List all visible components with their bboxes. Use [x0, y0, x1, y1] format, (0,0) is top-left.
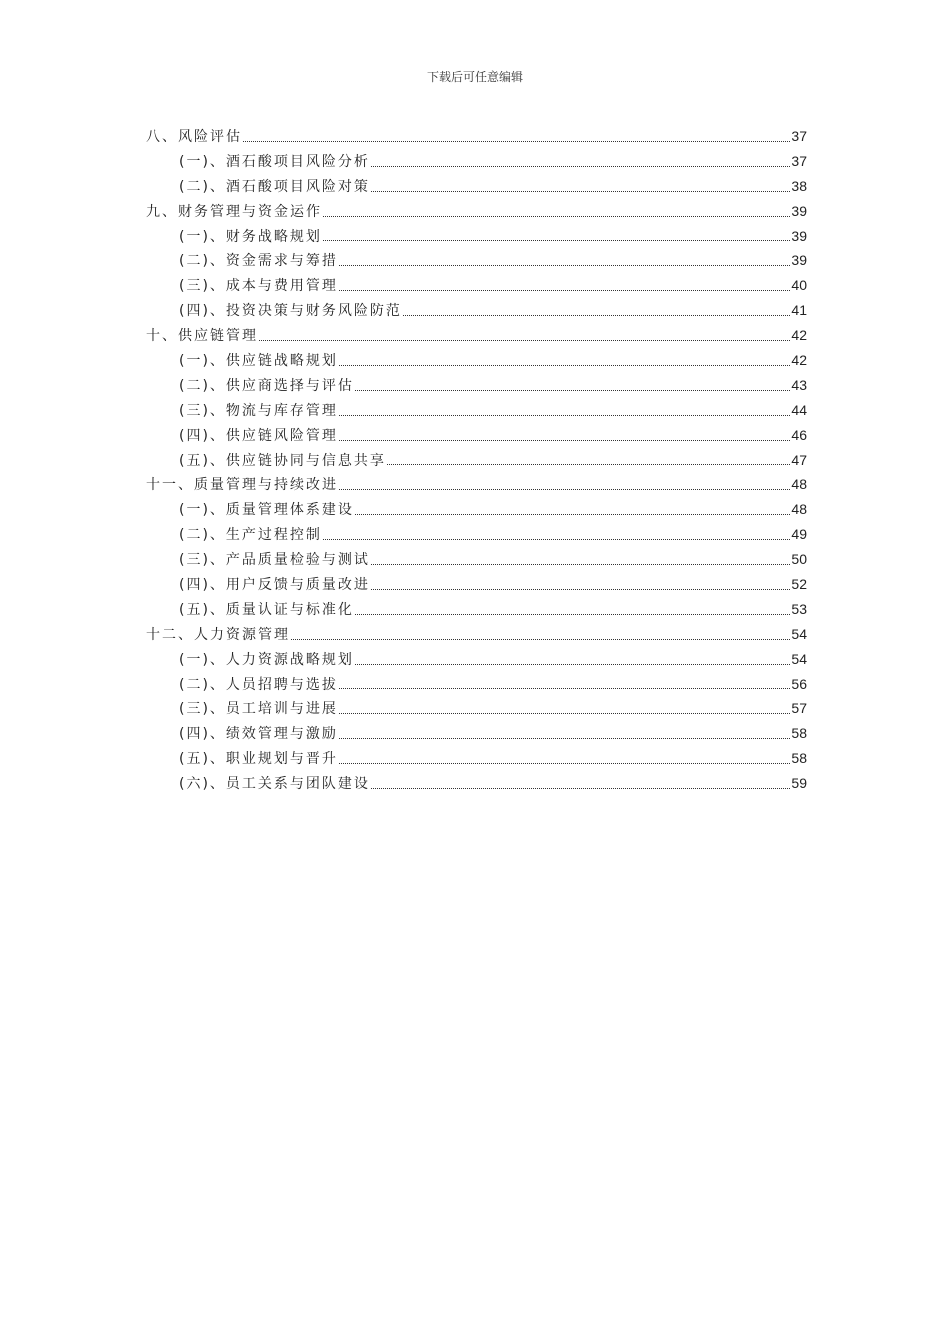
toc-dot-leader: [323, 240, 790, 241]
toc-subsection-entry[interactable]: [146, 574, 807, 599]
toc-entry-title: 十一、质量管理与持续改进: [146, 477, 338, 494]
toc-entry-title: (五)、质量认证与标准化: [179, 601, 354, 618]
toc-page-number: 54: [791, 650, 807, 667]
toc-section-entry[interactable]: [146, 624, 807, 649]
toc-entry-title: 十、供应链管理: [146, 328, 258, 345]
toc-entry-title: (一)、财务战略规划: [179, 228, 322, 245]
toc-dot-leader: [323, 539, 790, 540]
page-header: 下载后可任意编辑: [426, 70, 523, 84]
toc-page-number: 48: [791, 476, 807, 493]
toc-subsection-entry[interactable]: [146, 698, 807, 723]
toc-subsection-entry[interactable]: [146, 674, 807, 699]
toc-page-number: 53: [791, 600, 807, 617]
toc-page-number: 56: [791, 675, 807, 692]
toc-page-number: 42: [791, 352, 807, 369]
toc-page-number: 47: [791, 451, 807, 468]
toc-dot-leader: [339, 265, 790, 266]
toc-page-number: 52: [791, 576, 807, 593]
toc-entry-title: (三)、物流与库存管理: [179, 402, 338, 419]
toc-page-number: 39: [791, 252, 807, 269]
toc-dot-leader: [355, 514, 790, 515]
toc-dot-leader: [355, 664, 790, 665]
toc-dot-leader: [243, 141, 790, 142]
toc-page-number: 54: [791, 625, 807, 642]
toc-dot-leader: [371, 166, 790, 167]
toc-entry-title: 十二、人力资源管理: [146, 626, 290, 643]
toc-page-number: 59: [791, 775, 807, 792]
toc-subsection-entry[interactable]: [146, 176, 807, 201]
toc-subsection-entry[interactable]: [146, 226, 807, 251]
toc-dot-leader: [403, 315, 790, 316]
toc-dot-leader: [339, 290, 790, 291]
toc-entry-title: 八、风险评估: [146, 129, 242, 145]
toc-page-number: 58: [791, 750, 807, 767]
toc-entry-title: (二)、生产过程控制: [179, 527, 322, 544]
toc-page-number: 40: [791, 277, 807, 294]
toc-section-entry[interactable]: [146, 325, 807, 350]
toc-entry-title: (五)、职业规划与晋升: [179, 751, 338, 768]
toc-subsection-entry[interactable]: [146, 549, 807, 574]
toc-entry-title: (一)、酒石酸项目风险分析: [179, 153, 370, 170]
toc-entry-title: (六)、员工关系与团队建设: [179, 776, 370, 793]
toc-dot-leader: [339, 688, 790, 689]
toc-page-number: 58: [791, 725, 807, 742]
toc-page-number: 39: [791, 202, 807, 219]
toc-dot-leader: [339, 415, 790, 416]
toc-entry-title: (一)、供应链战略规划: [179, 353, 338, 370]
table-of-contents: [146, 126, 807, 798]
toc-page-number: 46: [791, 426, 807, 443]
toc-page-number: 39: [791, 227, 807, 244]
toc-entry-title: (四)、投资决策与财务风险防范: [179, 303, 402, 320]
toc-page-number: 41: [791, 302, 807, 319]
toc-entry-title: (一)、人力资源战略规划: [179, 651, 354, 668]
toc-entry-title: (一)、质量管理体系建设: [179, 502, 354, 519]
toc-subsection-entry[interactable]: [146, 425, 807, 450]
toc-dot-leader: [339, 738, 790, 739]
toc-entry-title: 九、财务管理与资金运作: [146, 203, 322, 220]
toc-entry-title: (二)、资金需求与筹措: [179, 253, 338, 270]
toc-page-number: 37: [791, 152, 807, 169]
toc-subsection-entry[interactable]: [146, 375, 807, 400]
toc-page-number: 44: [791, 401, 807, 418]
toc-dot-leader: [259, 340, 790, 341]
toc-subsection-entry[interactable]: [146, 450, 807, 475]
toc-subsection-entry[interactable]: [146, 499, 807, 524]
toc-page-number: 38: [791, 177, 807, 194]
toc-section-entry[interactable]: [146, 201, 807, 226]
toc-subsection-entry[interactable]: [146, 151, 807, 176]
toc-dot-leader: [355, 614, 790, 615]
toc-entry-title: (二)、酒石酸项目风险对策: [179, 178, 370, 195]
toc-subsection-entry[interactable]: [146, 400, 807, 425]
toc-section-entry[interactable]: [146, 126, 807, 151]
toc-dot-leader: [339, 489, 790, 490]
toc-entry-title: (四)、用户反馈与质量改进: [179, 577, 370, 594]
toc-dot-leader: [291, 639, 790, 640]
toc-dot-leader: [339, 763, 790, 764]
toc-subsection-entry[interactable]: [146, 599, 807, 624]
toc-page-number: 42: [791, 327, 807, 344]
toc-page-number: 37: [791, 128, 807, 144]
toc-entry-title: (四)、绩效管理与激励: [179, 726, 338, 743]
toc-subsection-entry[interactable]: [146, 748, 807, 773]
toc-dot-leader: [371, 564, 790, 565]
toc-entry-title: (三)、员工培训与进展: [179, 701, 338, 718]
toc-section-entry[interactable]: [146, 474, 807, 499]
toc-entry-title: (二)、供应商选择与评估: [179, 377, 354, 394]
toc-subsection-entry[interactable]: [146, 773, 807, 798]
toc-dot-leader: [339, 365, 790, 366]
toc-page-number: 43: [791, 376, 807, 393]
toc-subsection-entry[interactable]: [146, 250, 807, 275]
toc-dot-leader: [371, 191, 790, 192]
toc-dot-leader: [339, 713, 790, 714]
toc-entry-title: (二)、人员招聘与选拔: [179, 676, 338, 693]
toc-dot-leader: [371, 589, 790, 590]
toc-subsection-entry[interactable]: [146, 723, 807, 748]
toc-entry-title: (五)、供应链协同与信息共享: [179, 452, 386, 469]
toc-entry-title: (三)、成本与费用管理: [179, 278, 338, 295]
toc-page-number: 50: [791, 551, 807, 568]
toc-page-number: 48: [791, 501, 807, 518]
toc-dot-leader: [371, 788, 790, 789]
toc-entry-title: (四)、供应链风险管理: [179, 427, 338, 444]
toc-dot-leader: [355, 390, 790, 391]
toc-subsection-entry[interactable]: [146, 524, 807, 549]
toc-subsection-entry[interactable]: [146, 350, 807, 375]
toc-entry-title: (三)、产品质量检验与测试: [179, 552, 370, 569]
toc-dot-leader: [323, 216, 790, 217]
toc-dot-leader: [387, 464, 790, 465]
toc-subsection-entry[interactable]: [146, 300, 807, 325]
toc-subsection-entry[interactable]: [146, 649, 807, 674]
toc-page-number: 49: [791, 526, 807, 543]
toc-subsection-entry[interactable]: [146, 275, 807, 300]
toc-dot-leader: [339, 440, 790, 441]
toc-page-number: 57: [791, 700, 807, 717]
